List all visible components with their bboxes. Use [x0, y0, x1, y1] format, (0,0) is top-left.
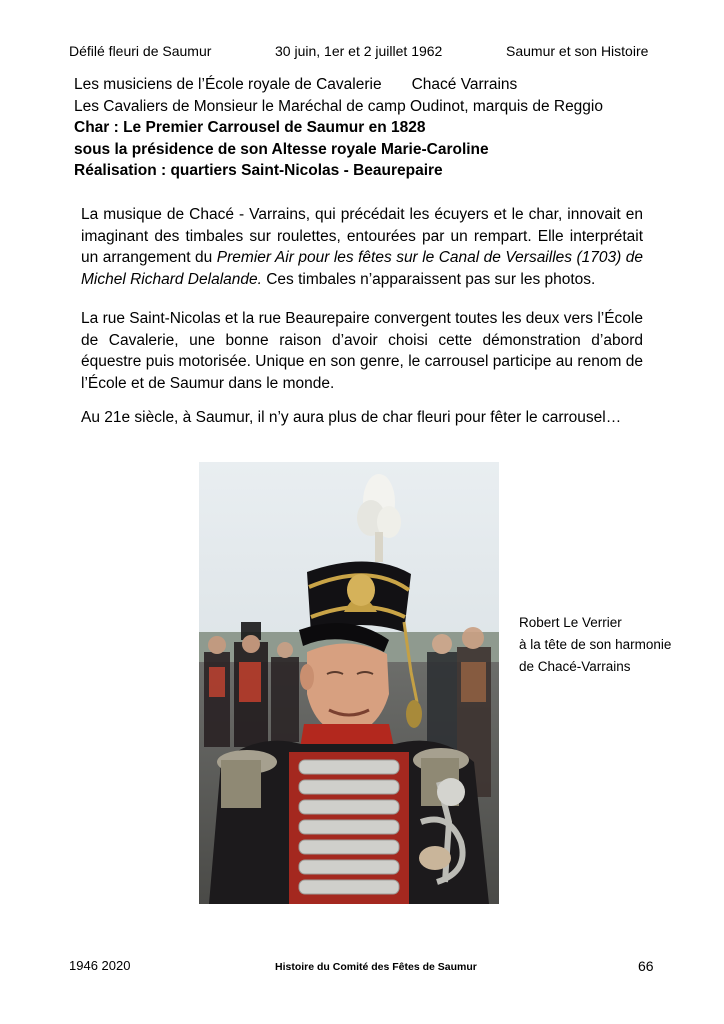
photo-caption: [519, 612, 671, 678]
title-line-1: Les musiciens de l’École royale de Cavalerie Chacé Varrains: [74, 76, 518, 93]
title-line-2: Les Cavaliers de Monsieur le Maréchal de camp Oudinot, marquis de Reggio: [74, 97, 603, 115]
musician-photo-illustration: [199, 462, 499, 904]
header-right: Saumur et son Histoire: [506, 43, 649, 59]
title-line-5: Réalisation : quartiers Saint-Nicolas - Beaurepaire: [74, 162, 443, 179]
paragraph-3: Au 21e siècle, à Saumur, il n’y aura plus de char fleuri pour fêter le carrousel…: [81, 409, 622, 426]
header-left: Défilé fleuri de Saumur: [69, 43, 212, 59]
paragraph-2: La rue Saint-Nicolas et la rue Beaurepaire convergent toutes les deux vers l’École de Cavalerie, une bonne raison d’avoir choisi cette démonstration d’abord équestre puis motorisée. Unique en son genre, le carrousel participe au renom de l’École et de Saumur dans le monde.: [81, 310, 643, 392]
title-block: [74, 74, 694, 182]
caption-line-1: Robert Le Verrier: [519, 615, 622, 630]
title-line-4: sous la présidence de son Altesse royale Marie-Caroline: [74, 140, 489, 158]
header-center: 30 juin, 1er et 2 juillet 1962: [275, 43, 443, 59]
footer-left: 1946 2020: [69, 958, 131, 973]
footer-center: Histoire du Comité des Fêtes de Saumur: [275, 961, 477, 973]
musician-photo: [199, 462, 499, 904]
caption-line-3: de Chacé-Varrains: [519, 659, 631, 674]
page-number: 66: [638, 958, 654, 974]
title-line-3: Char : Le Premier Carrousel de Saumur en 1828: [74, 119, 426, 136]
caption-line-2: à la tête de son harmonie: [519, 637, 672, 652]
paragraph-1: La musique de Chacé - Varrains, qui précédait les écuyers et le char, innovait en imaginant des timbales sur roulettes, entourées par un rempart. Elle interprétait un arrangement du Premier Air pour les fêtes sur le Canal de Versailles (1703) de Michel Richard Delalande. Ces timbales n’apparaissent pas sur les photos.: [81, 206, 643, 288]
